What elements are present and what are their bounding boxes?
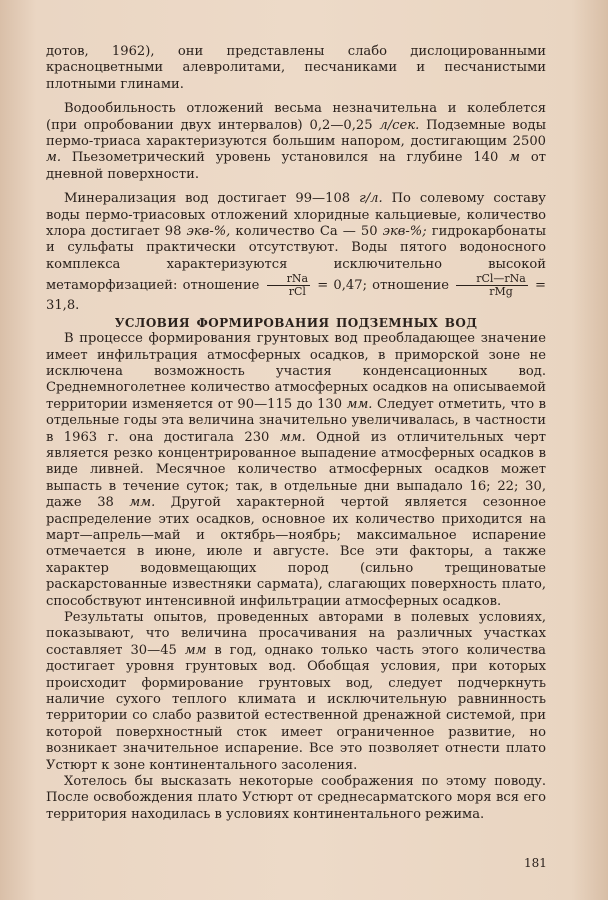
- unit-text: мм.: [279, 429, 306, 445]
- text-run: Минерализация вод достигает 99—108: [64, 191, 360, 207]
- text-column: [46, 44, 546, 823]
- fraction-denominator: rCl: [288, 285, 306, 299]
- text-run: Другой характерной чертой является сезонное распределение этих осадков, основное их количество приходится на март—апрель—май и октябрь—ноябрь; максимальное испарение отмечается в июне, июле и августе. Все эти факторы, а также характер водовмещающих пород (сильно трещиноватые раскарстованные известняки сармата), слагающих поверхность плато, способствуют интенсивной инфильтрации атмосферных осадков.: [46, 495, 547, 609]
- text-run: в год, однако только часть этого количества достигает уровня грунтовых вод. Обобщая условия, при которых происходит формирование грунтовых вод, следует подчеркнуть наличие сухого теплого климата и исключительную равнинность территории со слабо развитой естественной дренажной системой, при которой поверхностный сток имеет ограниченное развитие, но возникает значительное испарение. Все это позволяет отнести плато Устюрт к зоне континентального засоления.: [46, 642, 546, 773]
- unit-text: г/л.: [359, 191, 383, 207]
- unit-text: м.: [46, 150, 62, 166]
- unit-text: мм.: [346, 396, 373, 412]
- paragraph-formation: [46, 331, 546, 610]
- text-run: Результаты опытов, проведенных авторами в полевых условиях, показывают, что величина просачивания на различных участках составляет 30—45: [46, 610, 546, 658]
- text-run: Пьезометрический уровень установился на глубине 140: [61, 150, 510, 166]
- unit-text: мм.: [129, 495, 156, 511]
- text-run: от дневной поверхности.: [46, 150, 546, 182]
- fraction-numerator: rCl—rNa: [456, 273, 528, 286]
- section-heading: УСЛОВИЯ ФОРМИРОВАНИЯ ПОДЗЕМНЫХ ВОД: [114, 315, 478, 330]
- paragraph-water-yield: [46, 101, 546, 183]
- text-run: В процессе формирования грунтовых вод преобладающее значение имеет инфильтрация атмосферных осадков, в приморской зоне не исключена возможность участия конденсационных вод. Среднемноголетнее количество атмосферных осадков на описываемой территории изменяется от 90—115 до 130: [46, 331, 546, 412]
- text-run: Следует отметить, что в отдельные годы эта величина значительно увеличивалась, в частности в 1963 г. она достигала 230: [46, 396, 547, 445]
- paragraph-results: [46, 610, 546, 774]
- fraction-numerator: rNa: [267, 273, 310, 286]
- text-run: = 31,8.: [46, 278, 546, 314]
- ratio-cl-na-mg: [456, 273, 528, 298]
- unit-text: экв-%;: [382, 224, 427, 240]
- paragraph-continuation: дотов, 1962), они представлены слабо дислоцированными красноцветными алевролитами, песчаниками и песчанистыми плотными глинами.: [46, 44, 546, 92]
- text-run: По солевому составу воды пермо-триасовых отложений хлоридные кальциевые, количество хлора достигает 98: [46, 191, 546, 240]
- text-run: Подземные воды пермо-триаса характеризуются большим напором, достигающим 2500: [46, 117, 546, 150]
- text-run: Одной из отличительных черт является резко концентрированное выпадение атмосферных осадков в виде ливней. Месячное количество атмосферных осадков может выпасть в течение суток; так, в отдельные дни выпадало 16; 22; 30, даже 38: [46, 429, 547, 511]
- unit-text: экв-%,: [186, 224, 231, 240]
- ratio-na-cl: [267, 273, 310, 298]
- unit-text: м: [509, 150, 521, 166]
- text-run: количество Ca — 50: [230, 224, 383, 240]
- paragraph-mineralization: [46, 191, 546, 314]
- fraction-denominator: rMg: [489, 285, 513, 299]
- unit-text: мм: [184, 642, 207, 658]
- unit-text: л/сек.: [379, 117, 420, 133]
- page-number: 181: [524, 856, 547, 870]
- text-run: Водообильность отложений весьма незначительна и колеблется (при опробовании двух интервалов) 0,2—0,25: [46, 101, 546, 133]
- text-run: гидрокарбонаты и сульфаты практически отсутствуют. Воды пятого водоносного комплекса характеризуются исключительно высокой метаморфизацией: отношение: [46, 224, 546, 294]
- text-run: = 0,47; отношение: [312, 278, 455, 294]
- paragraph-final: Хотелось бы высказать некоторые соображения по этому поводу. После освобождения плато Устюрт от среднесарматского моря вся его территория находилась в условиях континентального режима.: [46, 774, 546, 822]
